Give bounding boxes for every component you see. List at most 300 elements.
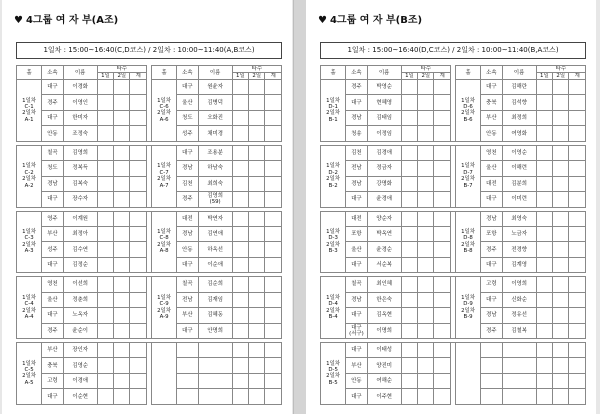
table-row: [321, 126, 586, 141]
player-name: 하옥선: [198, 242, 232, 257]
score-day1-cell: [97, 389, 113, 404]
player-name: 이계원: [63, 211, 97, 226]
score-day2-cell: [114, 373, 130, 388]
heart-bullet-icon: ♥: [14, 15, 23, 26]
pairing-table: [320, 65, 586, 405]
column-gap: [146, 358, 151, 373]
score-day1-cell: [536, 292, 552, 307]
score-day1-cell: [97, 161, 113, 176]
score-total-cell: [434, 373, 450, 388]
score-day1-cell: [401, 176, 417, 191]
player-name: 김철복: [502, 323, 536, 338]
player-name: 노금자: [502, 226, 536, 241]
table-row: [17, 95, 282, 110]
header-score: 타수: [536, 66, 585, 73]
player-name: 김계영: [502, 257, 536, 272]
score-day2-cell: [114, 110, 130, 125]
player-name: [502, 389, 536, 404]
tee-group-label: 1일차 C-6 2일차 A-6: [151, 80, 176, 142]
player-name: 김영희 (59): [198, 192, 232, 207]
header-score: 타수: [97, 66, 146, 73]
player-name: 이순애: [198, 257, 232, 272]
score-day1-cell: [232, 192, 248, 207]
player-club: 부산: [42, 343, 63, 358]
header-club: 소속: [346, 66, 367, 80]
score-day2-cell: [418, 323, 434, 338]
player-club: 청도: [177, 110, 198, 125]
tee-group-label: 1일차 C-1 2일차 A-1: [17, 80, 42, 142]
score-total-cell: [434, 80, 450, 95]
player-club: [177, 358, 198, 373]
score-day2-cell: [553, 292, 569, 307]
score-total-cell: [569, 373, 586, 388]
player-name: 최희숙: [198, 176, 232, 191]
score-day1-cell: [97, 308, 113, 323]
score-day2-cell: [553, 389, 569, 404]
table-row: [321, 161, 586, 176]
score-day2-cell: [418, 192, 434, 207]
score-total-cell: [130, 292, 146, 307]
score-day2-cell: [418, 80, 434, 95]
player-name: 박연자: [198, 211, 232, 226]
player-club: 부산: [42, 226, 63, 241]
table-row: [17, 308, 282, 323]
tee-group-label: 1일차 C-5 2일차 A-5: [17, 343, 42, 405]
score-day2-cell: [553, 95, 569, 110]
table-row: [321, 176, 586, 191]
tee-group-label: 1일차 D-2 2일차 B-2: [321, 145, 346, 207]
score-day1-cell: [232, 389, 248, 404]
score-total-cell: [265, 80, 282, 95]
score-day2-cell: [249, 257, 265, 272]
score-total-cell: [434, 176, 450, 191]
column-gap: [450, 126, 455, 141]
player-name: 김복숙: [63, 176, 97, 191]
score-day1-cell: [401, 126, 417, 141]
player-club: 경남: [346, 110, 367, 125]
header-total: 계: [569, 73, 586, 80]
header-club: 소속: [42, 66, 63, 80]
column-gap: [146, 242, 151, 257]
score-total-cell: [265, 95, 282, 110]
score-day1-cell: [401, 95, 417, 110]
player-name: [198, 389, 232, 404]
player-club: 경남: [481, 211, 502, 226]
score-total-cell: [265, 277, 282, 292]
score-total-cell: [265, 192, 282, 207]
column-gap: [450, 358, 455, 373]
score-day1-cell: [536, 176, 552, 191]
score-day2-cell: [249, 343, 265, 358]
schedule-box: 1일차 : 15:00~16:40(D,C코스) / 2일차 : 10:00~11:40(B,A코스): [320, 42, 586, 59]
table-row: [17, 161, 282, 176]
player-club: 고령: [42, 373, 63, 388]
player-club: 대전: [177, 211, 198, 226]
table-row: [17, 145, 282, 160]
player-name: 전경향: [502, 242, 536, 257]
player-club: 대구: [346, 389, 367, 404]
player-club: 대구: [346, 308, 367, 323]
score-total-cell: [434, 95, 450, 110]
score-day2-cell: [418, 126, 434, 141]
column-gap: [450, 323, 455, 338]
column-gap: [146, 126, 151, 141]
header-hole: 홀: [321, 66, 346, 80]
table-row: [17, 192, 282, 207]
player-name: 이경화: [63, 80, 97, 95]
table-row: [321, 192, 586, 207]
score-day1-cell: [536, 308, 552, 323]
score-day2-cell: [249, 242, 265, 257]
player-club: 경남: [177, 161, 198, 176]
table-row: [17, 211, 282, 226]
score-total-cell: [569, 226, 586, 241]
player-club: 대전: [481, 176, 502, 191]
header-total: 계: [265, 73, 282, 80]
score-day1-cell: [232, 226, 248, 241]
score-day2-cell: [553, 145, 569, 160]
header-name: 이름: [502, 66, 536, 80]
score-day2-cell: [114, 323, 130, 338]
player-name: 한은숙: [367, 292, 401, 307]
table-row: [17, 389, 282, 404]
player-club: 포항: [346, 226, 367, 241]
player-name: 정춘희: [63, 292, 97, 307]
player-club: 대구: [42, 110, 63, 125]
table-row: [17, 126, 282, 141]
score-day2-cell: [114, 211, 130, 226]
player-club: 경주: [346, 80, 367, 95]
player-name: 김경애: [367, 145, 401, 160]
header-club: 소속: [177, 66, 198, 80]
score-day1-cell: [232, 95, 248, 110]
player-club: 대구: [481, 292, 502, 307]
score-day2-cell: [249, 176, 265, 191]
player-name: [502, 343, 536, 358]
table-row: [17, 176, 282, 191]
player-name: 강명화: [367, 176, 401, 191]
score-day1-cell: [536, 242, 552, 257]
score-day2-cell: [418, 277, 434, 292]
score-day1-cell: [401, 257, 417, 272]
score-day2-cell: [249, 226, 265, 241]
table-row: [321, 308, 586, 323]
score-day1-cell: [232, 257, 248, 272]
table-row: [17, 226, 282, 241]
score-day1-cell: [401, 226, 417, 241]
score-total-cell: [130, 161, 146, 176]
player-name: 이정임: [367, 126, 401, 141]
score-day2-cell: [249, 192, 265, 207]
player-club: 전남: [177, 292, 198, 307]
score-day2-cell: [418, 389, 434, 404]
score-day1-cell: [232, 358, 248, 373]
player-name: [198, 373, 232, 388]
player-club: 대구: [177, 323, 198, 338]
score-total-cell: [130, 308, 146, 323]
player-club: 대구: [177, 257, 198, 272]
score-day2-cell: [418, 95, 434, 110]
table-row: [17, 358, 282, 373]
score-day1-cell: [232, 323, 248, 338]
tee-group-label: 1일차 D-9 2일차 B-9: [455, 277, 480, 339]
score-day1-cell: [536, 343, 552, 358]
player-name: 최정희: [502, 110, 536, 125]
header-day2: 2일: [249, 73, 265, 80]
score-day1-cell: [232, 292, 248, 307]
player-name: 김병덕: [198, 95, 232, 110]
score-day2-cell: [249, 277, 265, 292]
player-name: 김영희: [63, 145, 97, 160]
score-total-cell: [265, 389, 282, 404]
score-day2-cell: [418, 358, 434, 373]
score-total-cell: [265, 373, 282, 388]
column-gap: [146, 257, 151, 272]
player-name: 박옥연: [367, 226, 401, 241]
score-day1-cell: [536, 226, 552, 241]
column-gap: [146, 292, 151, 307]
player-club: 김천: [177, 176, 198, 191]
score-total-cell: [569, 292, 586, 307]
score-day1-cell: [536, 126, 552, 141]
score-day2-cell: [249, 110, 265, 125]
score-day2-cell: [114, 308, 130, 323]
score-total-cell: [130, 277, 146, 292]
player-club: 영천: [42, 277, 63, 292]
score-day2-cell: [553, 308, 569, 323]
player-club: 대구: [346, 257, 367, 272]
header-hole: 홀: [455, 66, 480, 80]
player-name: 윤경애: [367, 192, 401, 207]
score-day1-cell: [97, 323, 113, 338]
score-day2-cell: [114, 242, 130, 257]
table-row: [17, 257, 282, 272]
player-club: 안동: [42, 126, 63, 141]
player-name: 김재임: [198, 292, 232, 307]
header-score: 타수: [232, 66, 281, 73]
column-gap: [450, 257, 455, 272]
score-day2-cell: [249, 292, 265, 307]
player-name: 서순복: [367, 257, 401, 272]
player-name: 여해순: [367, 373, 401, 388]
score-day1-cell: [97, 192, 113, 207]
player-club: 대구: [42, 257, 63, 272]
player-club: 부산: [346, 358, 367, 373]
score-day1-cell: [536, 211, 552, 226]
player-club: 경남: [177, 226, 198, 241]
score-day2-cell: [553, 110, 569, 125]
score-total-cell: [434, 161, 450, 176]
tee-group-label: 1일차 C-8 2일차 A-8: [151, 211, 176, 273]
score-total-cell: [130, 242, 146, 257]
tee-group-label: 1일차 D-5 2일차 B-5: [321, 343, 346, 405]
table-row: [321, 145, 586, 160]
column-gap: [450, 95, 455, 110]
column-gap: [450, 292, 455, 307]
score-total-cell: [265, 292, 282, 307]
player-name: 오화진: [198, 110, 232, 125]
column-gap: [146, 226, 151, 241]
page-title: [14, 11, 118, 26]
player-name: 양순자: [367, 211, 401, 226]
score-total-cell: [434, 192, 450, 207]
player-club: 대전: [346, 211, 367, 226]
score-total-cell: [569, 161, 586, 176]
player-name: [198, 358, 232, 373]
score-total-cell: [569, 80, 586, 95]
player-name: 조정숙: [63, 126, 97, 141]
score-day2-cell: [249, 161, 265, 176]
score-total-cell: [434, 257, 450, 272]
score-day2-cell: [418, 373, 434, 388]
score-total-cell: [434, 277, 450, 292]
score-day1-cell: [401, 389, 417, 404]
player-club: 안동: [177, 242, 198, 257]
player-club: 대구: [346, 95, 367, 110]
player-name: 하남숙: [198, 161, 232, 176]
table-row: [17, 242, 282, 257]
score-day2-cell: [418, 257, 434, 272]
player-club: 대구: [177, 80, 198, 95]
player-name: 여영화: [502, 126, 536, 141]
score-total-cell: [265, 176, 282, 191]
player-club: 경주: [177, 192, 198, 207]
score-day1-cell: [232, 308, 248, 323]
score-day1-cell: [401, 292, 417, 307]
tee-group-label: [151, 343, 176, 405]
player-name: 원윤자: [198, 80, 232, 95]
score-day2-cell: [553, 80, 569, 95]
score-day1-cell: [97, 343, 113, 358]
table-row: [321, 373, 586, 388]
player-club: 대구: [346, 192, 367, 207]
player-name: 이영순: [502, 145, 536, 160]
score-day1-cell: [97, 80, 113, 95]
score-day2-cell: [418, 343, 434, 358]
score-day2-cell: [553, 373, 569, 388]
table-row: [321, 257, 586, 272]
score-day1-cell: [536, 373, 552, 388]
player-name: 이미련: [502, 192, 536, 207]
player-club: 대구: [42, 192, 63, 207]
column-gap: [146, 373, 151, 388]
score-day1-cell: [232, 176, 248, 191]
player-club: 경주: [42, 95, 63, 110]
page-gutter: [293, 0, 307, 414]
column-gap: [146, 161, 151, 176]
player-club: 대구: [481, 80, 502, 95]
table-row: [321, 292, 586, 307]
pairing-table: [16, 65, 282, 405]
score-day2-cell: [418, 176, 434, 191]
header-day1: 1일: [232, 73, 248, 80]
score-day1-cell: [97, 358, 113, 373]
score-total-cell: [569, 176, 586, 191]
player-name: 신화순: [502, 292, 536, 307]
table-row: [17, 277, 282, 292]
score-day1-cell: [232, 277, 248, 292]
table-row: [17, 323, 282, 338]
player-name: 최영숙: [502, 211, 536, 226]
score-day1-cell: [401, 110, 417, 125]
player-name: 박영순: [367, 80, 401, 95]
score-total-cell: [265, 126, 282, 141]
score-total-cell: [434, 126, 450, 141]
player-club: 충북: [42, 358, 63, 373]
player-club: 영주: [42, 211, 63, 226]
score-total-cell: [130, 358, 146, 373]
score-day1-cell: [536, 161, 552, 176]
column-gap: [450, 308, 455, 323]
player-name: 양진미: [367, 358, 401, 373]
header-score: 타수: [401, 66, 450, 73]
player-name: 이해련: [502, 161, 536, 176]
player-name: 김순희: [198, 277, 232, 292]
header-total: 계: [130, 73, 146, 80]
player-club: 대구: [42, 80, 63, 95]
player-name: 윤순이: [63, 323, 97, 338]
score-day1-cell: [401, 343, 417, 358]
tee-group-label: 1일차 D-8 2일차 B-8: [455, 211, 480, 273]
table-row: [17, 110, 282, 125]
player-name: 이영희: [502, 277, 536, 292]
score-day2-cell: [553, 323, 569, 338]
player-club: [481, 373, 502, 388]
score-total-cell: [569, 257, 586, 272]
tee-group-label: 1일차 C-4 2일차 A-4: [17, 277, 42, 339]
player-club: 성주: [177, 126, 198, 141]
player-club: 경주: [481, 242, 502, 257]
column-gap: [450, 192, 455, 207]
player-club: 포항: [481, 226, 502, 241]
score-day2-cell: [418, 110, 434, 125]
score-day2-cell: [418, 211, 434, 226]
score-total-cell: [265, 308, 282, 323]
player-club: 대구: [346, 343, 367, 358]
score-day1-cell: [97, 95, 113, 110]
score-total-cell: [434, 145, 450, 160]
player-club: 청도: [42, 161, 63, 176]
column-gap: [450, 161, 455, 176]
column-gap: [146, 110, 151, 125]
score-day2-cell: [114, 226, 130, 241]
score-day2-cell: [553, 343, 569, 358]
score-day2-cell: [249, 358, 265, 373]
score-day1-cell: [97, 145, 113, 160]
header-name: 이름: [367, 66, 401, 80]
column-gap: [450, 110, 455, 125]
score-day2-cell: [114, 292, 130, 307]
score-day2-cell: [249, 95, 265, 110]
table-row: [321, 343, 586, 358]
score-day1-cell: [536, 277, 552, 292]
score-total-cell: [434, 323, 450, 338]
document-page-a: [2, 0, 292, 414]
score-total-cell: [265, 161, 282, 176]
score-total-cell: [265, 358, 282, 373]
score-day1-cell: [232, 110, 248, 125]
score-day2-cell: [114, 277, 130, 292]
player-club: 칠곡: [177, 277, 198, 292]
score-total-cell: [569, 389, 586, 404]
player-name: 정유선: [502, 308, 536, 323]
table-row: [17, 373, 282, 388]
score-day2-cell: [249, 126, 265, 141]
score-day2-cell: [553, 242, 569, 257]
score-day1-cell: [97, 226, 113, 241]
player-name: 김옥현: [367, 308, 401, 323]
score-total-cell: [569, 242, 586, 257]
